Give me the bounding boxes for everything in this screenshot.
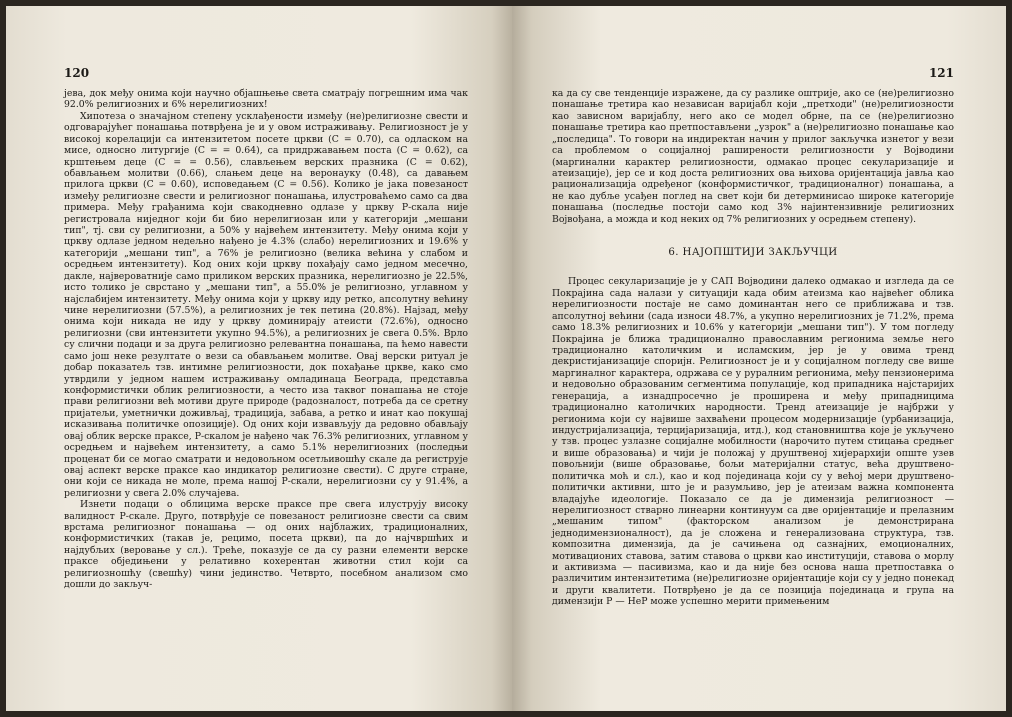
page-body (552, 88, 954, 608)
page-number: 121 (928, 66, 954, 80)
paragraph: Изнети подаци о облицима верске праксе пре свега илуструју високу валидност Р-скале. Друго, потврђује се повезаност религиозне свести са свим врстама религиозног понашања — од оних најблажих, традиционалних, конформистичких (такав је, рецимо, посета цркви), па до најчвршћих и најдубљих (веровање у сл.). Треће, показује се да су разни елементи верске праксе обједињени у релативно кохерентан животни стил који са религиозношћу (свешћу) чини јединство. Четврто, посебном анализом смо дошли до закључ- (64, 499, 468, 591)
right-page (512, 6, 1006, 711)
left-page (6, 6, 512, 711)
paragraph: Хипотеза о значајном степену усклађености између (не)религиозне свести и одговарајућег понашања потврђена је и у овом истраживању. Религиозност је у високој корелацији са интензитетом посете цркви (C = 0.70), са одласком на мисе, односно литургије (C = = 0.64), са придржавањем поста (C = 0.62), са крштењем деце (C = = 0.56), слављењем верских празника (C = 0.62), обављањем молитви (0.66), слањем деце на веронауку (0.48), са давањем прилога цркви (C = 0.60), исповедањем (C = 0.56). Колико је јака повезаност између религиозне свести и религиозног понашања, илустроваћемо само са два примера. Међу грађанима који свакодневно одлазе у цркву Р-скала није регистровала ниједног који би био нерелигиозан или у категорији „мешани тип", тј. сви су религиозни, а 50% у највећем интензитету. Међу онима који у цркву одлазе једном недељно нађено је 4.3% (слабо) нерелигиозних и 19.6% у категорији „мешани тип", а 76% је религиозно (велика већина у слабом и осредњем интензитету). Код оних који цркву похађају само једном месечно, дакле, највероватније само приликом верских празника, нерелигиозно је 22.5%, исто толико је сврстано у „мешани тип", а 55.0% је религиозно, углавном у најслабијем интензитету. Међу онима који у цркву иду ретко, апсолутну већину чине нерелигиозни (57.5%), а религиозних је тек петина (20.8%). Најзад, међу онима који никада не иду у цркву доминирају атеисти (72.6%), односно религиозни (сви интензитети укупно 94.5%), а религиозних је свега 0.5%. Врло су слични подаци и за друга религиозно релевантна понашања, па ћемо навести само још неке резултате о вези са обављањем молитве. Овај верски ритуал је добар показатељ тзв. интимне религиозности, док похађање цркве, како смо утврдили у једном нашем истраживању омладинаца Београда, представља конформистички облик религиозности, а често иза таквог понашања не стоје прави религиозни већ мотиви друге природе (радозналост, потреба да се сретну пријатељи, уметнички доживљај, традиција, забава, а ретко и инат као покушај исказивања политичке опозиције). Од оних који извављују да редовно обављају овај облик верске праксе, Р-скалом је нађено чак 76.3% религиозних, углавном у осредњем и највећем интензитету, а само 5.1% нерелигиозних (последњи проценат би се могао сматрати и недовољном осетљивошћу скале да региструје овај аспект верске праксе као индикатор религиозне свести). С друге стране, они који се никада не моле, према нашој Р-скали, нерелигиозни су у 91.4%, а религиозни у свега 2.0% случајева. (64, 110, 468, 499)
paragraph: ка да су све тенденције изражене, да су разлике оштрије, ако се (не)религиозно понашање третира као независан варијабл који „претходи" (не)религиозности као зависном варијаблу, него ако се модел обрне, па се (не)религиозно понашање третира као претпостављени „узрок" а (не)религиозно понашање као „последица". То говори на индиректан начин у прилог закључка изнетог у вези са проблемом о социјалној раширености религиозности у Војводини (маргинални карактер религиозности, одмакао процес секуларизације и атеизације), јер се и код доста религиозних ова њихова оријентација јавља као рационализација одређеног (конформистичког, традиционалног) понашања, а не као дубље усађен поглед на свет који би детерминисао широке категорије понашања (последње постоји само код 3% најинтензивније религиозних Војвођана, а можда и код неких од 7% религиозних у осредњем степену). (552, 88, 954, 225)
paragraph: Процес секуларизације је у САП Војводини далеко одмакао и изгледа да се Покрајина сада налази у ситуацији када обим атеизма као највећег облика нерелигиозности постаје не само доминантан него се приближава и тзв. апсолутној већини (сада износи 48.7%, а укупно нерелигиозних је 71.2%, према само 18.3% религиозних и 10.6% у категорији „мешани тип"). У том погледу Покрајина је ближа традиционално православним регионима земље него традиционално католичким и исламским, јер је у овима тренд декристијанизације споријн. Религиозност је и у социјалном погледу све више маргиналног карактера, одржава се у руралним регионима, међу пензионерима и недовољно образованим сегментима популације, код припадника најстаријих генерација, а изнадпросечно је проширена и међу припадницима традиционално католичких народности. Тренд атеизације је најбржи у регионима који су највише захваћени процесом модернизације (урбанизација, индустријализација, терцијаризација, итд.), код становништва које је укључено у тзв. процес узлазне социјалне мобилности (нарочито путем стицања средњег и више образовања) и чији је положај у друштвеној хијерархији опште узев повољнији (више образовање, бољи материјални статус, већа друштвено-политичка моћ и сл.), као и код појединаца који су у већој мери друштвено-политички активни, што је и разумљиво, јер је атеизам важна компонента владајуће идеологије. Показало се да је димензија религиозност — нерелигиозност стварно линеарни континуум са две оријентације и прелазним „мешаним типом" (факторском анализом је демонстрирана једнодимензионалност), да је сложена и генерализована структура, тзв. композитна димензија, да је сачињена од сазнајних, емоционалних, мотивационих ставова, затим ставова о цркви као институцији, ставова о морлу и активизма — пасивизма, као и да није без основа наша претпоставка о различитим интензитетима (не)религиозне оријентације који су у једно понекад и други квалитети. Потврђено је да се позиција појединаца и група на димензији Р — НеР може успешно мерити примењеним (552, 276, 954, 608)
paragraph: јева, док међу онима који научно објашњење света сматрају погрешним има чак 92.0% религиозних и 6% нерелигиозних! (64, 88, 468, 111)
section-heading: 6. НАЈОПШТИЈИ ЗАКЉУЧЦИ (668, 247, 838, 259)
page-number: 120 (64, 66, 90, 80)
book-spread (6, 6, 1006, 711)
page-body (64, 88, 468, 591)
